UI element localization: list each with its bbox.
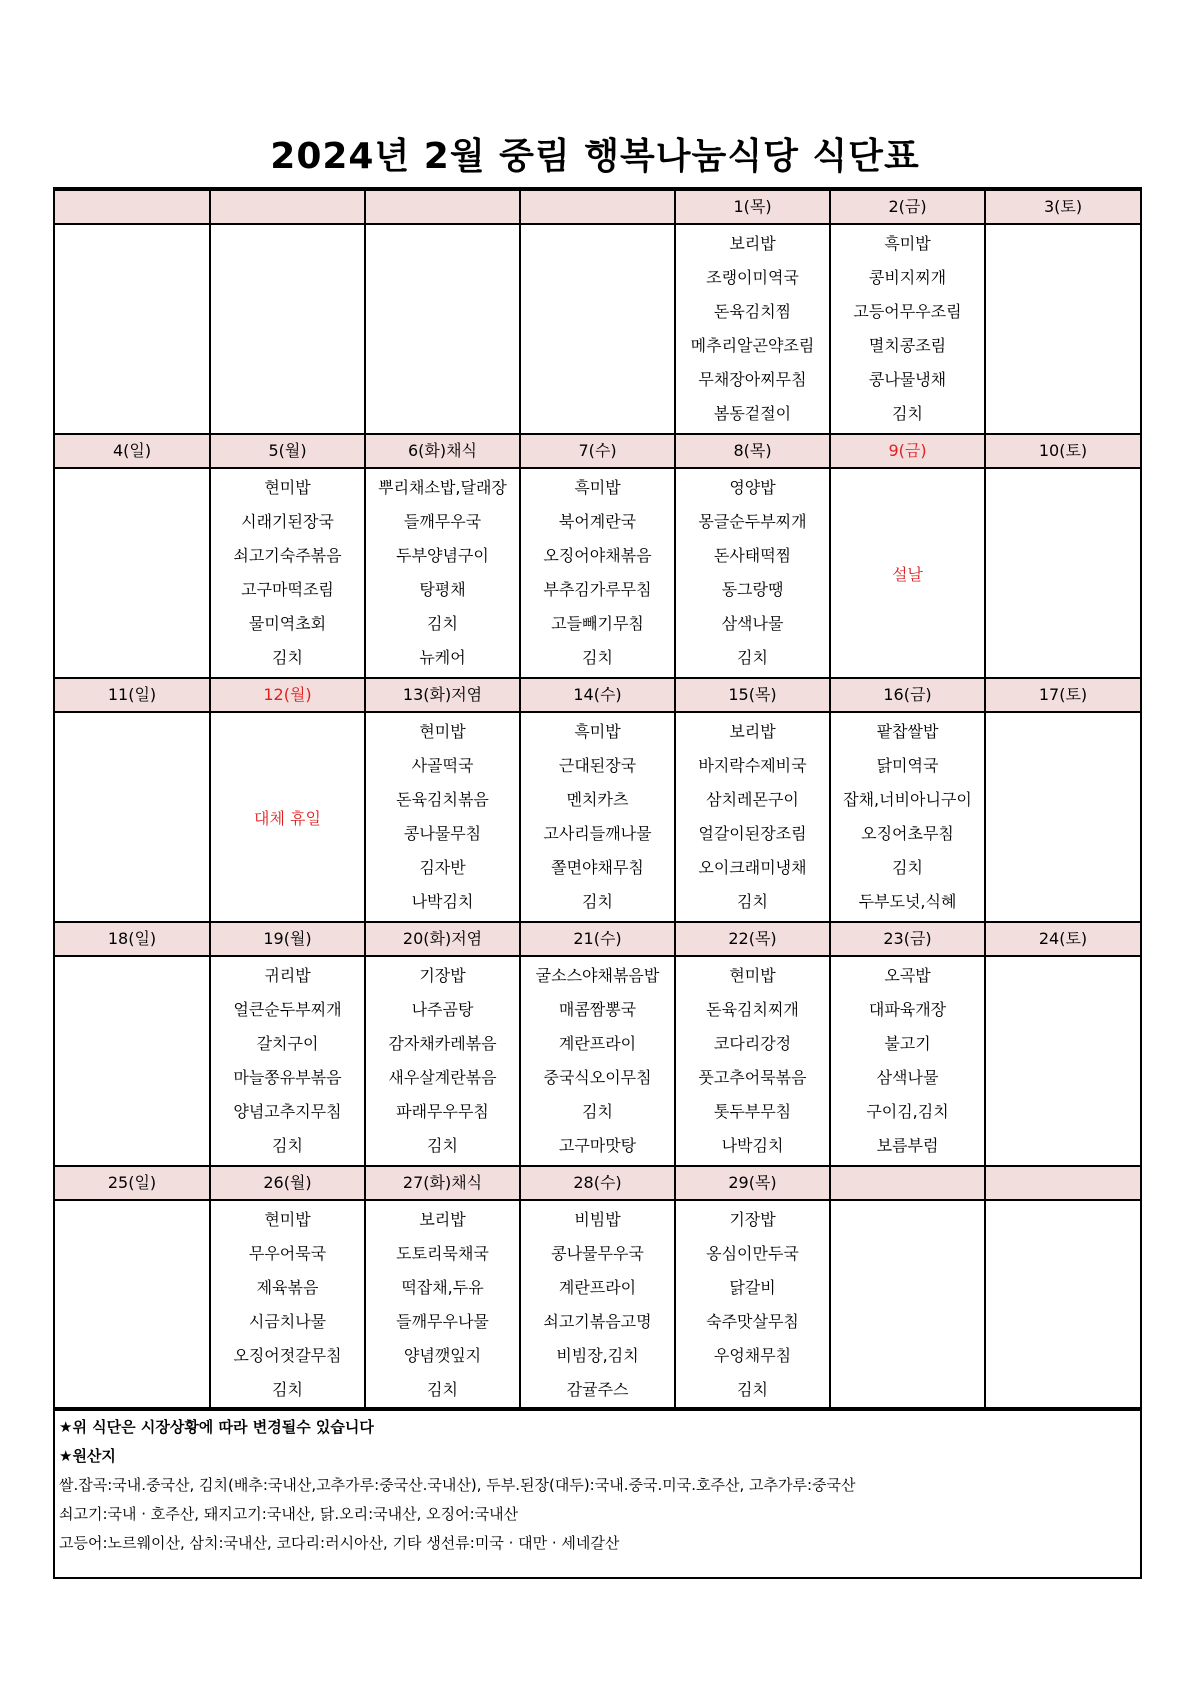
day-menu-cell — [985, 468, 1140, 678]
menu-calendar — [53, 187, 1142, 1579]
menu-item: 김치 — [737, 648, 768, 667]
menu-item: 부추김가루무침 — [543, 580, 652, 599]
day-menu-cell — [675, 712, 830, 922]
menu-item: 나박김치 — [411, 892, 474, 911]
menu-item: 비빔장,김치 — [556, 1346, 639, 1365]
menu-item: 김치 — [737, 1380, 768, 1399]
menu-item: 잡채,너비아니구이 — [843, 790, 972, 809]
menu-item: 제육볶음 — [256, 1278, 319, 1297]
menu-item: 흑미밥 — [574, 722, 621, 741]
menu-item: 비빔밥 — [574, 1210, 621, 1229]
day-menu-cell — [55, 1200, 210, 1410]
holiday-label: 설날 — [892, 564, 923, 584]
week-header-row — [55, 678, 1140, 712]
menu-item: 콩나물냉채 — [868, 370, 947, 389]
day-menu-cell — [55, 224, 210, 434]
menu-item: 떡잡채,두유 — [401, 1278, 484, 1297]
menu-item: 고사리들깨나물 — [543, 824, 652, 843]
day-menu-cell — [985, 956, 1140, 1166]
week-menu-row — [55, 956, 1140, 1166]
day-menu-cell — [675, 1200, 830, 1410]
menu-item: 영양밥 — [729, 478, 776, 497]
menu-item: 계란프라이 — [558, 1278, 637, 1297]
menu-item: 콩나물무침 — [403, 824, 482, 843]
menu-item: 매콤짬뽕국 — [558, 1000, 637, 1019]
menu-item: 김치 — [582, 1102, 613, 1121]
menu-item: 보리밥 — [419, 1210, 466, 1229]
menu-item: 양념고추지무침 — [233, 1102, 342, 1121]
week-menu-row — [55, 468, 1140, 678]
menu-item: 동그랑땡 — [721, 580, 784, 599]
day-menu-cell — [210, 468, 365, 678]
menu-item: 두부양념구이 — [396, 546, 489, 565]
menu-item: 무우어묵국 — [248, 1244, 327, 1263]
menu-item: 파래무우무침 — [396, 1102, 489, 1121]
menu-item: 불고기 — [884, 1034, 931, 1053]
day-header — [985, 1166, 1140, 1200]
day-header — [55, 190, 210, 224]
day-menu-cell — [520, 1200, 675, 1410]
notes-origin-line: 쇠고기:국내 · 호주산, 돼지고기:국내산, 닭.오리:국내산, 오징어:국내산 — [59, 1505, 519, 1523]
menu-item: 시금치나물 — [248, 1312, 327, 1331]
day-menu-cell — [830, 712, 985, 922]
day-menu-cell — [210, 956, 365, 1166]
week-menu-row — [55, 1200, 1140, 1410]
day-menu-cell — [520, 712, 675, 922]
day-header — [520, 190, 675, 224]
menu-item: 오징어야채볶음 — [543, 546, 652, 565]
day-menu-cell — [520, 468, 675, 678]
menu-item: 나주곰탕 — [411, 1000, 474, 1019]
menu-item: 흑미밥 — [884, 234, 931, 253]
menu-item: 오곡밥 — [884, 966, 931, 985]
day-menu-cell — [675, 224, 830, 434]
week-menu-row — [55, 712, 1140, 922]
day-header: 10(토) — [985, 434, 1140, 468]
day-menu-cell — [210, 712, 365, 922]
week-header-row — [55, 922, 1140, 956]
menu-item: 숙주맛살무침 — [706, 1312, 799, 1331]
menu-item: 콩비지찌개 — [868, 268, 947, 287]
day-menu-cell — [365, 468, 520, 678]
menu-item: 삼색나물 — [876, 1068, 939, 1087]
menu-item: 코다리강정 — [713, 1034, 792, 1053]
menu-item: 뉴케어 — [419, 648, 466, 667]
menu-item: 양념깻잎지 — [403, 1346, 482, 1365]
day-header: 12(월) — [210, 678, 365, 712]
menu-item: 오이크래미냉채 — [698, 858, 807, 877]
day-header: 11(일) — [55, 678, 210, 712]
menu-item: 시래기된장국 — [241, 512, 334, 531]
menu-item: 고구마맛탕 — [558, 1136, 637, 1155]
menu-item: 톳두부무침 — [713, 1102, 792, 1121]
day-header: 4(일) — [55, 434, 210, 468]
day-header: 24(토) — [985, 922, 1140, 956]
menu-item: 구이김,김치 — [866, 1102, 949, 1121]
notes-origin-line: 고등어:노르웨이산, 삼치:국내산, 코다리:러시아산, 기타 생선류:미국 · 대만 · 세네갈산 — [59, 1534, 620, 1552]
menu-grid — [55, 189, 1140, 1411]
menu-item: 옹심이만두국 — [706, 1244, 799, 1263]
day-header: 14(수) — [520, 678, 675, 712]
menu-item: 쇠고기숙주볶음 — [233, 546, 342, 565]
day-header: 20(화)저염 — [365, 922, 520, 956]
day-menu-cell — [520, 956, 675, 1166]
day-menu-cell — [55, 712, 210, 922]
day-header: 3(토) — [985, 190, 1140, 224]
menu-item: 나박김치 — [721, 1136, 784, 1155]
menu-item: 현미밥 — [264, 478, 311, 497]
menu-item: 쇠고기볶음고명 — [543, 1312, 652, 1331]
menu-item: 새우살계란볶음 — [388, 1068, 497, 1087]
menu-item: 보름부럼 — [876, 1136, 939, 1155]
menu-item: 돈육김치찜 — [713, 302, 792, 321]
menu-item: 도토리묵채국 — [396, 1244, 489, 1263]
day-menu-cell — [830, 468, 985, 678]
menu-item: 무채장아찌무침 — [698, 370, 807, 389]
menu-item: 중국식오이무침 — [543, 1068, 652, 1087]
week-header-row — [55, 434, 1140, 468]
menu-item: 김치 — [427, 614, 458, 633]
day-menu-cell — [520, 224, 675, 434]
menu-item: 고들빼기무침 — [551, 614, 644, 633]
menu-item: 돈육김치볶음 — [396, 790, 489, 809]
notes-origin-line: 쌀.잡곡:국내.중국산, 김치(배추:국내산,고추가루:중국산.국내산), 두부.된장(대두):국내.중국.미국.호주산, 고추가루:중국산 — [59, 1476, 856, 1494]
day-header — [365, 190, 520, 224]
week-menu-row — [55, 224, 1140, 434]
week-header-row — [55, 190, 1140, 224]
menu-item: 김치 — [272, 1136, 303, 1155]
menu-item: 두부도넛,식혜 — [858, 892, 957, 911]
menu-item: 현미밥 — [729, 966, 776, 985]
menu-item: 몽글순두부찌개 — [698, 512, 807, 531]
day-menu-cell — [365, 956, 520, 1166]
day-header: 13(화)저염 — [365, 678, 520, 712]
day-menu-cell — [830, 1200, 985, 1410]
menu-item: 현미밥 — [264, 1210, 311, 1229]
menu-item: 돈사태떡찜 — [713, 546, 792, 565]
menu-item: 감자채카레볶음 — [388, 1034, 497, 1053]
notes-origin-heading: ★원산지 — [59, 1447, 116, 1465]
day-header: 5(월) — [210, 434, 365, 468]
day-header: 17(토) — [985, 678, 1140, 712]
day-header: 15(목) — [675, 678, 830, 712]
menu-item: 물미역초회 — [248, 614, 327, 633]
day-menu-cell — [675, 956, 830, 1166]
day-menu-cell — [210, 1200, 365, 1410]
menu-item: 들깨무우국 — [403, 512, 482, 531]
day-header: 25(일) — [55, 1166, 210, 1200]
menu-item: 보리밥 — [729, 234, 776, 253]
day-header: 23(금) — [830, 922, 985, 956]
menu-item: 김치 — [427, 1380, 458, 1399]
menu-item: 기장밥 — [419, 966, 466, 985]
day-header: 1(목) — [675, 190, 830, 224]
day-header: 8(목) — [675, 434, 830, 468]
menu-item: 바지락수제비국 — [698, 756, 807, 775]
day-menu-cell — [985, 1200, 1140, 1410]
menu-item: 마늘쫑유부볶음 — [233, 1068, 342, 1087]
day-menu-cell — [985, 712, 1140, 922]
menu-item: 흑미밥 — [574, 478, 621, 497]
day-header: 26(월) — [210, 1166, 365, 1200]
menu-item: 얼큰순두부찌개 — [233, 1000, 342, 1019]
day-header: 16(금) — [830, 678, 985, 712]
menu-item: 계란프라이 — [558, 1034, 637, 1053]
day-header: 9(금) — [830, 434, 985, 468]
menu-item: 조랭이미역국 — [706, 268, 799, 287]
menu-item: 삼치레몬구이 — [706, 790, 799, 809]
menu-item: 김치 — [582, 892, 613, 911]
menu-item: 풋고추어묵볶음 — [698, 1068, 807, 1087]
menu-item: 들깨무우나물 — [396, 1312, 489, 1331]
menu-item: 근대된장국 — [558, 756, 637, 775]
menu-item: 귀리밥 — [264, 966, 311, 985]
menu-item: 기장밥 — [729, 1210, 776, 1229]
menu-item: 팥찹쌀밥 — [876, 722, 939, 741]
menu-item: 김치 — [272, 1380, 303, 1399]
menu-item: 멘치카츠 — [566, 790, 629, 809]
menu-item: 뿌리채소밥,달래장 — [378, 478, 507, 497]
day-menu-cell — [830, 956, 985, 1166]
notes-change-notice: ★위 식단은 시장상황에 따라 변경될수 있습니다 — [59, 1418, 374, 1436]
menu-item: 쫄면야채무침 — [551, 858, 644, 877]
menu-item: 감귤주스 — [566, 1380, 629, 1399]
menu-item: 오징어초무침 — [861, 824, 954, 843]
menu-item: 탕평채 — [419, 580, 466, 599]
day-header: 21(수) — [520, 922, 675, 956]
menu-item: 고등어무우조림 — [853, 302, 962, 321]
menu-item: 김자반 — [419, 858, 466, 877]
menu-item: 대파육개장 — [868, 1000, 947, 1019]
menu-item: 우엉채무침 — [713, 1346, 792, 1365]
day-header: 22(목) — [675, 922, 830, 956]
day-header: 19(월) — [210, 922, 365, 956]
menu-item: 고구마떡조림 — [241, 580, 334, 599]
day-menu-cell — [55, 956, 210, 1166]
menu-item: 사골떡국 — [411, 756, 474, 775]
menu-item: 김치 — [892, 858, 923, 877]
menu-item: 김치 — [582, 648, 613, 667]
day-menu-cell — [365, 224, 520, 434]
menu-item: 봄동겉절이 — [713, 404, 792, 423]
day-menu-cell — [675, 468, 830, 678]
day-menu-cell — [365, 712, 520, 922]
menu-item: 현미밥 — [419, 722, 466, 741]
menu-item: 콩나물무우국 — [551, 1244, 644, 1263]
page-title: 2024년 2월 중림 행복나눔식당 식단표 — [270, 136, 920, 177]
menu-item: 얼갈이된장조림 — [698, 824, 807, 843]
day-header: 7(수) — [520, 434, 675, 468]
day-menu-cell — [55, 468, 210, 678]
menu-item: 갈치구이 — [256, 1034, 319, 1053]
day-header: 29(목) — [675, 1166, 830, 1200]
menu-item: 북어계란국 — [558, 512, 637, 531]
day-menu-cell — [830, 224, 985, 434]
menu-item: 삼색나물 — [721, 614, 784, 633]
holiday-label: 대체 휴일 — [254, 808, 321, 828]
menu-item: 김치 — [892, 404, 923, 423]
menu-item: 굴소스야채볶음밥 — [535, 966, 660, 985]
day-header — [830, 1166, 985, 1200]
day-header: 2(금) — [830, 190, 985, 224]
menu-item: 메추리알곤약조림 — [690, 336, 815, 355]
menu-item: 김치 — [427, 1136, 458, 1155]
menu-item: 멸치콩조림 — [868, 336, 947, 355]
day-header — [210, 190, 365, 224]
day-menu-cell — [985, 224, 1140, 434]
menu-item: 김치 — [272, 648, 303, 667]
menu-item: 닭미역국 — [876, 756, 939, 775]
day-header: 27(화)채식 — [365, 1166, 520, 1200]
menu-item: 닭갈비 — [729, 1278, 776, 1297]
menu-item: 보리밥 — [729, 722, 776, 741]
menu-item: 돈육김치찌개 — [706, 1000, 799, 1019]
menu-item: 김치 — [737, 892, 768, 911]
day-header: 28(수) — [520, 1166, 675, 1200]
day-header: 18(일) — [55, 922, 210, 956]
day-header: 6(화)채식 — [365, 434, 520, 468]
day-menu-cell — [365, 1200, 520, 1410]
day-menu-cell — [210, 224, 365, 434]
notes-section — [55, 1407, 1140, 1577]
week-header-row — [55, 1166, 1140, 1200]
menu-item: 오징어젓갈무침 — [233, 1346, 342, 1365]
